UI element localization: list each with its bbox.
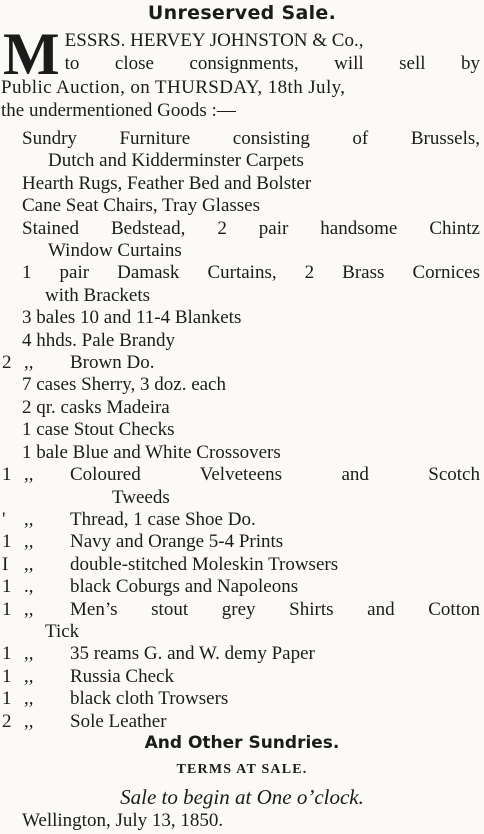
headline: Unreserved Sale. xyxy=(147,2,337,24)
list-item-continuation: Tweeds xyxy=(112,486,170,508)
description: 35 reams G. and W. demy Paper xyxy=(70,643,315,665)
ditto-mark: ,, xyxy=(24,464,34,486)
ditto-mark: ,, xyxy=(24,598,34,620)
list-item xyxy=(0,599,480,621)
list-item: 1 bale Blue and White Crossovers xyxy=(22,441,281,463)
quantity: ' xyxy=(2,508,6,530)
ditto-mark: ,, xyxy=(24,508,34,530)
dateline: Wellington, July 13, 1850. xyxy=(22,810,224,831)
list-item-continuation: Window Curtains xyxy=(48,240,182,262)
list-item-continuation: Tick xyxy=(45,620,80,642)
description: black cloth Trowsers xyxy=(70,688,229,710)
description: Thread, 1 case Shoe Do. xyxy=(70,508,256,530)
quantity: 2 xyxy=(2,352,12,374)
list-item: Hearth Rugs, Feather Bed and Bolster xyxy=(22,172,312,194)
quantity: 1 xyxy=(2,688,12,710)
list-item xyxy=(0,352,480,374)
intro-line: ESSRS. HERVEY JOHNSTON & Co., xyxy=(64,30,364,51)
list-item-continuation: with Brackets xyxy=(45,284,151,306)
ditto-mark: ,, xyxy=(24,352,34,374)
goods-list xyxy=(0,128,480,733)
terms-line: TERMS AT SALE. xyxy=(176,762,308,777)
list-item: Stained Bedstead, 2 pair handsome Chintz xyxy=(22,217,480,239)
list-item xyxy=(0,688,480,710)
quantity: 1 xyxy=(2,598,12,620)
ditto-mark: ,, xyxy=(24,665,34,687)
description: Coloured Velveteens and Scotch xyxy=(70,464,480,486)
description: Russia Check xyxy=(70,665,174,687)
description: black Coburgs and Napoleons xyxy=(70,576,299,598)
list-item: 4 hhds. Pale Brandy xyxy=(22,329,176,351)
quantity: 1 xyxy=(2,665,12,687)
intro-line: to close consignments, will sell by xyxy=(64,52,480,74)
ditto-mark: ,, xyxy=(24,643,34,665)
list-item xyxy=(0,576,480,598)
list-item xyxy=(0,464,480,486)
list-item: 7 cases Sherry, 3 doz. each xyxy=(22,374,226,396)
ditto-mark: ., xyxy=(24,576,34,598)
ditto-mark: ,, xyxy=(24,531,34,553)
list-item xyxy=(0,643,480,665)
intro-line: the undermentioned Goods :— xyxy=(1,99,236,121)
ditto-mark: ,, xyxy=(24,553,34,575)
intro-line: Public Auction, on THURSDAY, 18th July, xyxy=(1,77,346,98)
description: Sole Leather xyxy=(70,710,167,732)
list-item xyxy=(0,711,480,733)
list-item: 2 qr. casks Madeira xyxy=(22,396,170,418)
other-sundries-heading: And Other Sundries. xyxy=(144,733,340,753)
intro-paragraph xyxy=(1,21,480,122)
drop-cap: M xyxy=(3,21,60,87)
quantity: 1 xyxy=(2,643,12,665)
ditto-mark: ,, xyxy=(24,710,34,732)
list-item: Sundry Furniture consisting of Brussels, xyxy=(22,128,480,149)
quantity: 1 xyxy=(2,576,12,598)
quantity: I xyxy=(2,553,9,575)
list-item xyxy=(0,531,480,553)
list-item-continuation: Dutch and Kidderminster Carpets xyxy=(48,150,304,172)
ditto-mark: ,, xyxy=(24,688,34,710)
list-item xyxy=(0,509,480,531)
list-item: 1 pair Damask Curtains, 2 Brass Cornices xyxy=(22,262,480,284)
quantity: 1 xyxy=(2,531,12,553)
description: double-stitched Moleskin Trowsers xyxy=(70,553,339,575)
quantity: 1 xyxy=(2,464,12,486)
list-item: 1 case Stout Checks xyxy=(22,419,175,441)
list-item xyxy=(0,554,480,576)
list-item: 3 bales 10 and 11-4 Blankets xyxy=(22,307,242,329)
sale-time-line: Sale to begin at One o’clock. xyxy=(120,785,364,809)
list-item: Cane Seat Chairs, Tray Glasses xyxy=(22,195,261,217)
description: Men’s stout grey Shirts and Cotton xyxy=(70,598,480,620)
description: Navy and Orange 5-4 Prints xyxy=(70,531,284,553)
description: Brown Do. xyxy=(70,352,155,374)
quantity: 2 xyxy=(2,710,12,732)
list-item xyxy=(0,666,480,688)
